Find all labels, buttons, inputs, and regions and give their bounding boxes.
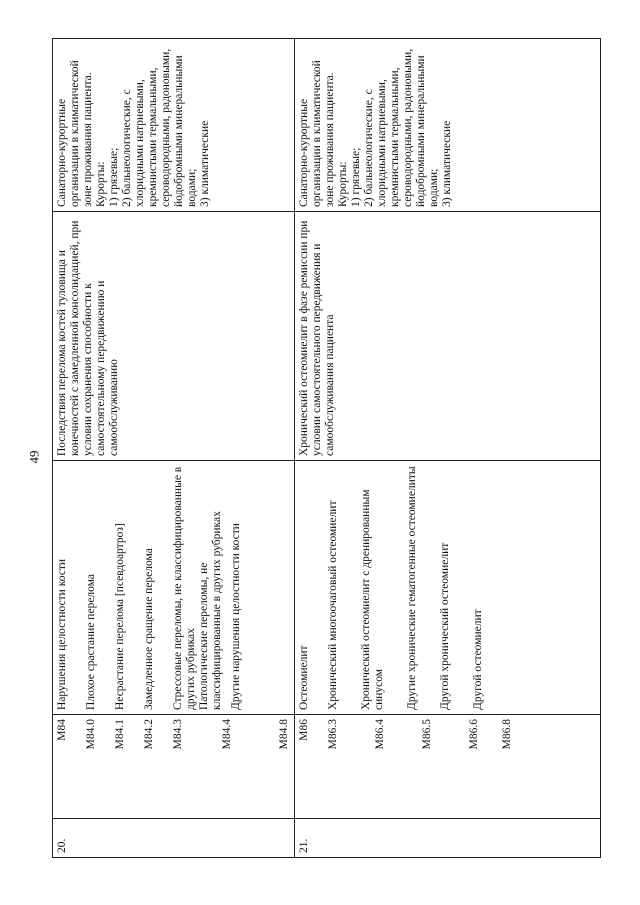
icd-code: M84.3 [172,719,184,750]
resort-line: Санаторно-курортные организации в климатической зоне проживания пациента. [56,60,94,207]
diagnosis-name: Несрастание перелома [псевдоартроз] [114,523,126,710]
diagnosis-names-cell [295,461,601,715]
icd-code: M84.4 [221,719,233,750]
icd-code: M86.5 [421,719,433,750]
resort-line: 1) грязевые; [108,147,120,207]
resort-table [52,38,601,858]
rotated-table-container [52,38,590,858]
icd-code: M84.1 [114,719,126,750]
icd-code: M86.8 [501,719,513,750]
resort-line: Курорты: [95,161,107,207]
row-number: 20. [53,819,295,858]
resort-line: Санаторно-курортные организации в климатической зоне проживания пациента. [298,60,336,207]
resort-line: Курорты: [337,161,349,207]
resorts-cell [53,39,295,212]
icd-codes-cell [295,715,601,819]
icd-code: M86.6 [468,719,480,750]
diagnosis-name: Другие нарушения целостности кости [230,523,242,710]
page-number: 49 [26,450,42,464]
resort-line: 2) бальнеологические, с хлоридными натриевыми, кремнистыми термальными, сероводородными, радоновыми, йодобромными минеральными водами; [363,48,440,207]
table-row [295,39,601,858]
patient-model-cell: Хронический остеомиелит в фазе ремиссии при условии самостоятельного передвижения и самообслуживания пациента [295,212,601,461]
diagnosis-name: Хронический остеомиелит с дренированным синусом [360,489,385,710]
resort-line: 2) бальнеологические, с хлоридными натриевыми, кремнистыми термальными, сероводородными, радоновыми, йодобромными минеральными водами; [121,48,198,207]
diagnosis-name: Другие хронические гематогенные остеомиелиты [406,466,418,710]
diagnosis-name: Другой хронический остеомиелит [439,542,451,710]
diagnosis-name: Плохое срастание перелома [85,574,97,710]
icd-codes-cell [53,715,295,819]
table-row [53,39,295,858]
diagnosis-name: Остеомиелит [298,645,310,710]
diagnosis-name: Замедленное сращение перелома [143,548,155,710]
diagnosis-names-cell [53,461,295,715]
icd-code: M86.3 [327,719,339,750]
diagnosis-name: Хронический многоочаговый остеомиелит [327,500,339,710]
icd-code: M86 [298,719,310,741]
icd-code: M84 [56,719,68,741]
resort-line: 3) климатические [441,120,453,207]
icd-code: M84.0 [85,719,97,750]
diagnosis-name: Другой остеомиелит [472,609,484,710]
row-number: 21. [295,819,601,858]
resorts-cell [295,39,601,212]
patient-model-cell: Последствия перелома костей туловища и конечностей с замедленной консолидацией, при условии сохранения способности к самостоятельному передвижению и самообслуживанию [53,212,295,461]
resort-line: 1) грязевые; [350,147,362,207]
icd-code: M86.4 [374,719,386,750]
diagnosis-name: Нарушения целостности кости [56,558,68,710]
icd-code: M84.2 [143,719,155,750]
icd-code: M84.8 [278,719,290,750]
diagnosis-name: Патологические переломы, не классифицированные в других рубриках [198,511,223,710]
diagnosis-name: Стрессовые переломы, не классифицированные в других рубриках [172,466,197,710]
resort-line: 3) климатические [199,120,211,207]
